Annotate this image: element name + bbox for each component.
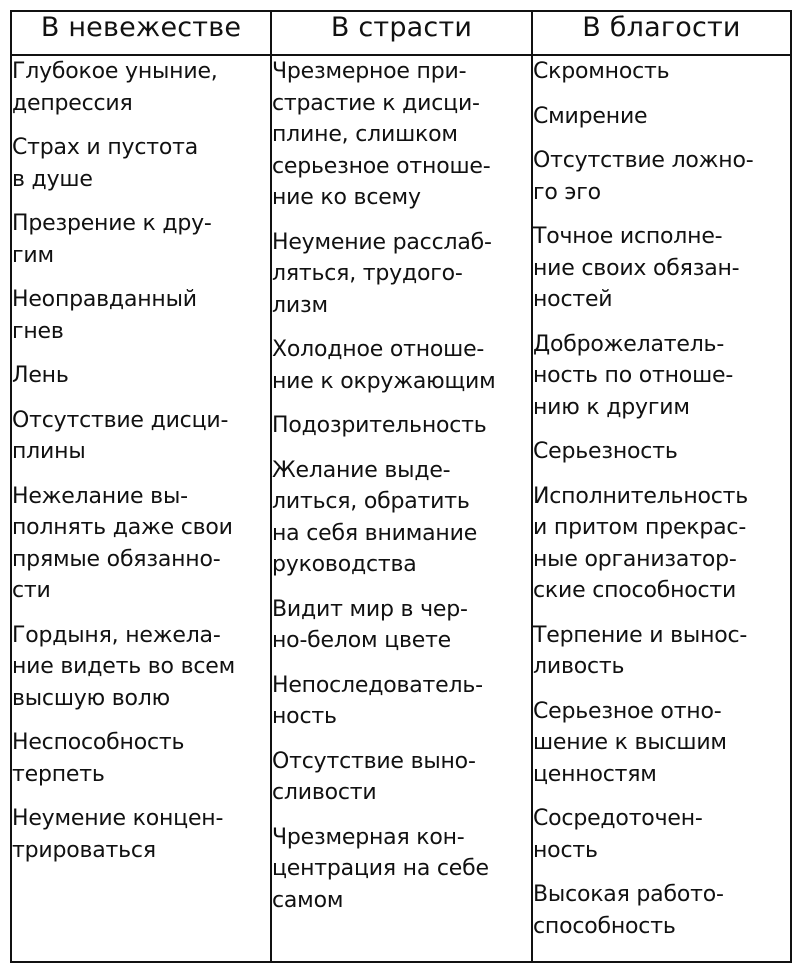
list-item: Смирение [533,103,648,129]
list-item: Отсутствие дисци- плины [12,407,229,464]
list-item: Доброжелатель- ность по отноше- нию к другим [533,331,734,420]
list-item: Холодное отноше- ние к окружающим [272,337,496,394]
list-item: Скромность [533,59,670,84]
list-item: Желание выде- литься, обратить на себя внимание руководства [272,457,478,577]
list-item: Высокая работо- способность [533,882,724,939]
list-item: Серьезность [533,439,678,464]
list-item: Сосредоточен- ность [533,806,703,863]
content-row [11,55,791,962]
column-passion [271,55,532,962]
list-item: Чрезмерное при- страстие к дисци- плине, слишком серьезное отноше- ние ко всему [272,59,491,210]
list-item: Отсутствие ложно- го эго [533,148,754,205]
header-goodness: В благости [532,11,791,55]
list-item: Неспособность терпеть [12,730,185,787]
gunas-table [10,10,792,963]
list-item: Неоправданный гнев [12,287,197,344]
header-ignorance: В невежестве [11,11,271,55]
column-ignorance [11,55,271,962]
list-item: Серьезное отно- шение к высшим ценностям [533,698,727,787]
list-item: Подозрительность [272,413,487,438]
list-item: Видит мир в чер- но-белом цвете [272,596,468,653]
list-item: Глубокое уныние, депрессия [12,59,218,116]
list-item: Отсутствие выно- сливости [272,748,476,805]
list-item: Терпение и вынос- ливость [533,622,748,679]
column-goodness [532,55,791,962]
list-item: Неумение концен- трироваться [12,806,224,863]
header-passion: В страсти [271,11,532,55]
list-item: Точное исполне- ние своих обязан- ностей [533,224,740,312]
header-row [11,11,791,55]
list-item: Гордыня, нежела- ние видеть во всем высшую волю [12,622,236,711]
list-item: Лень [12,363,69,388]
list-item: Исполнительность и притом прекрас- ные организатор- ские способности [533,483,749,603]
list-item: Непоследователь- ность [272,672,483,729]
list-item: Нежелание вы- полнять даже свои прямые обязанно- сти [12,483,233,603]
list-item: Презрение к дру- гим [12,211,212,268]
list-item: Неумение расслаб- ляться, трудого- лизм [272,229,492,318]
list-item: Страх и пустота в душе [12,135,198,192]
list-item: Чрезмерная кон- центрация на себе самом [272,824,489,913]
